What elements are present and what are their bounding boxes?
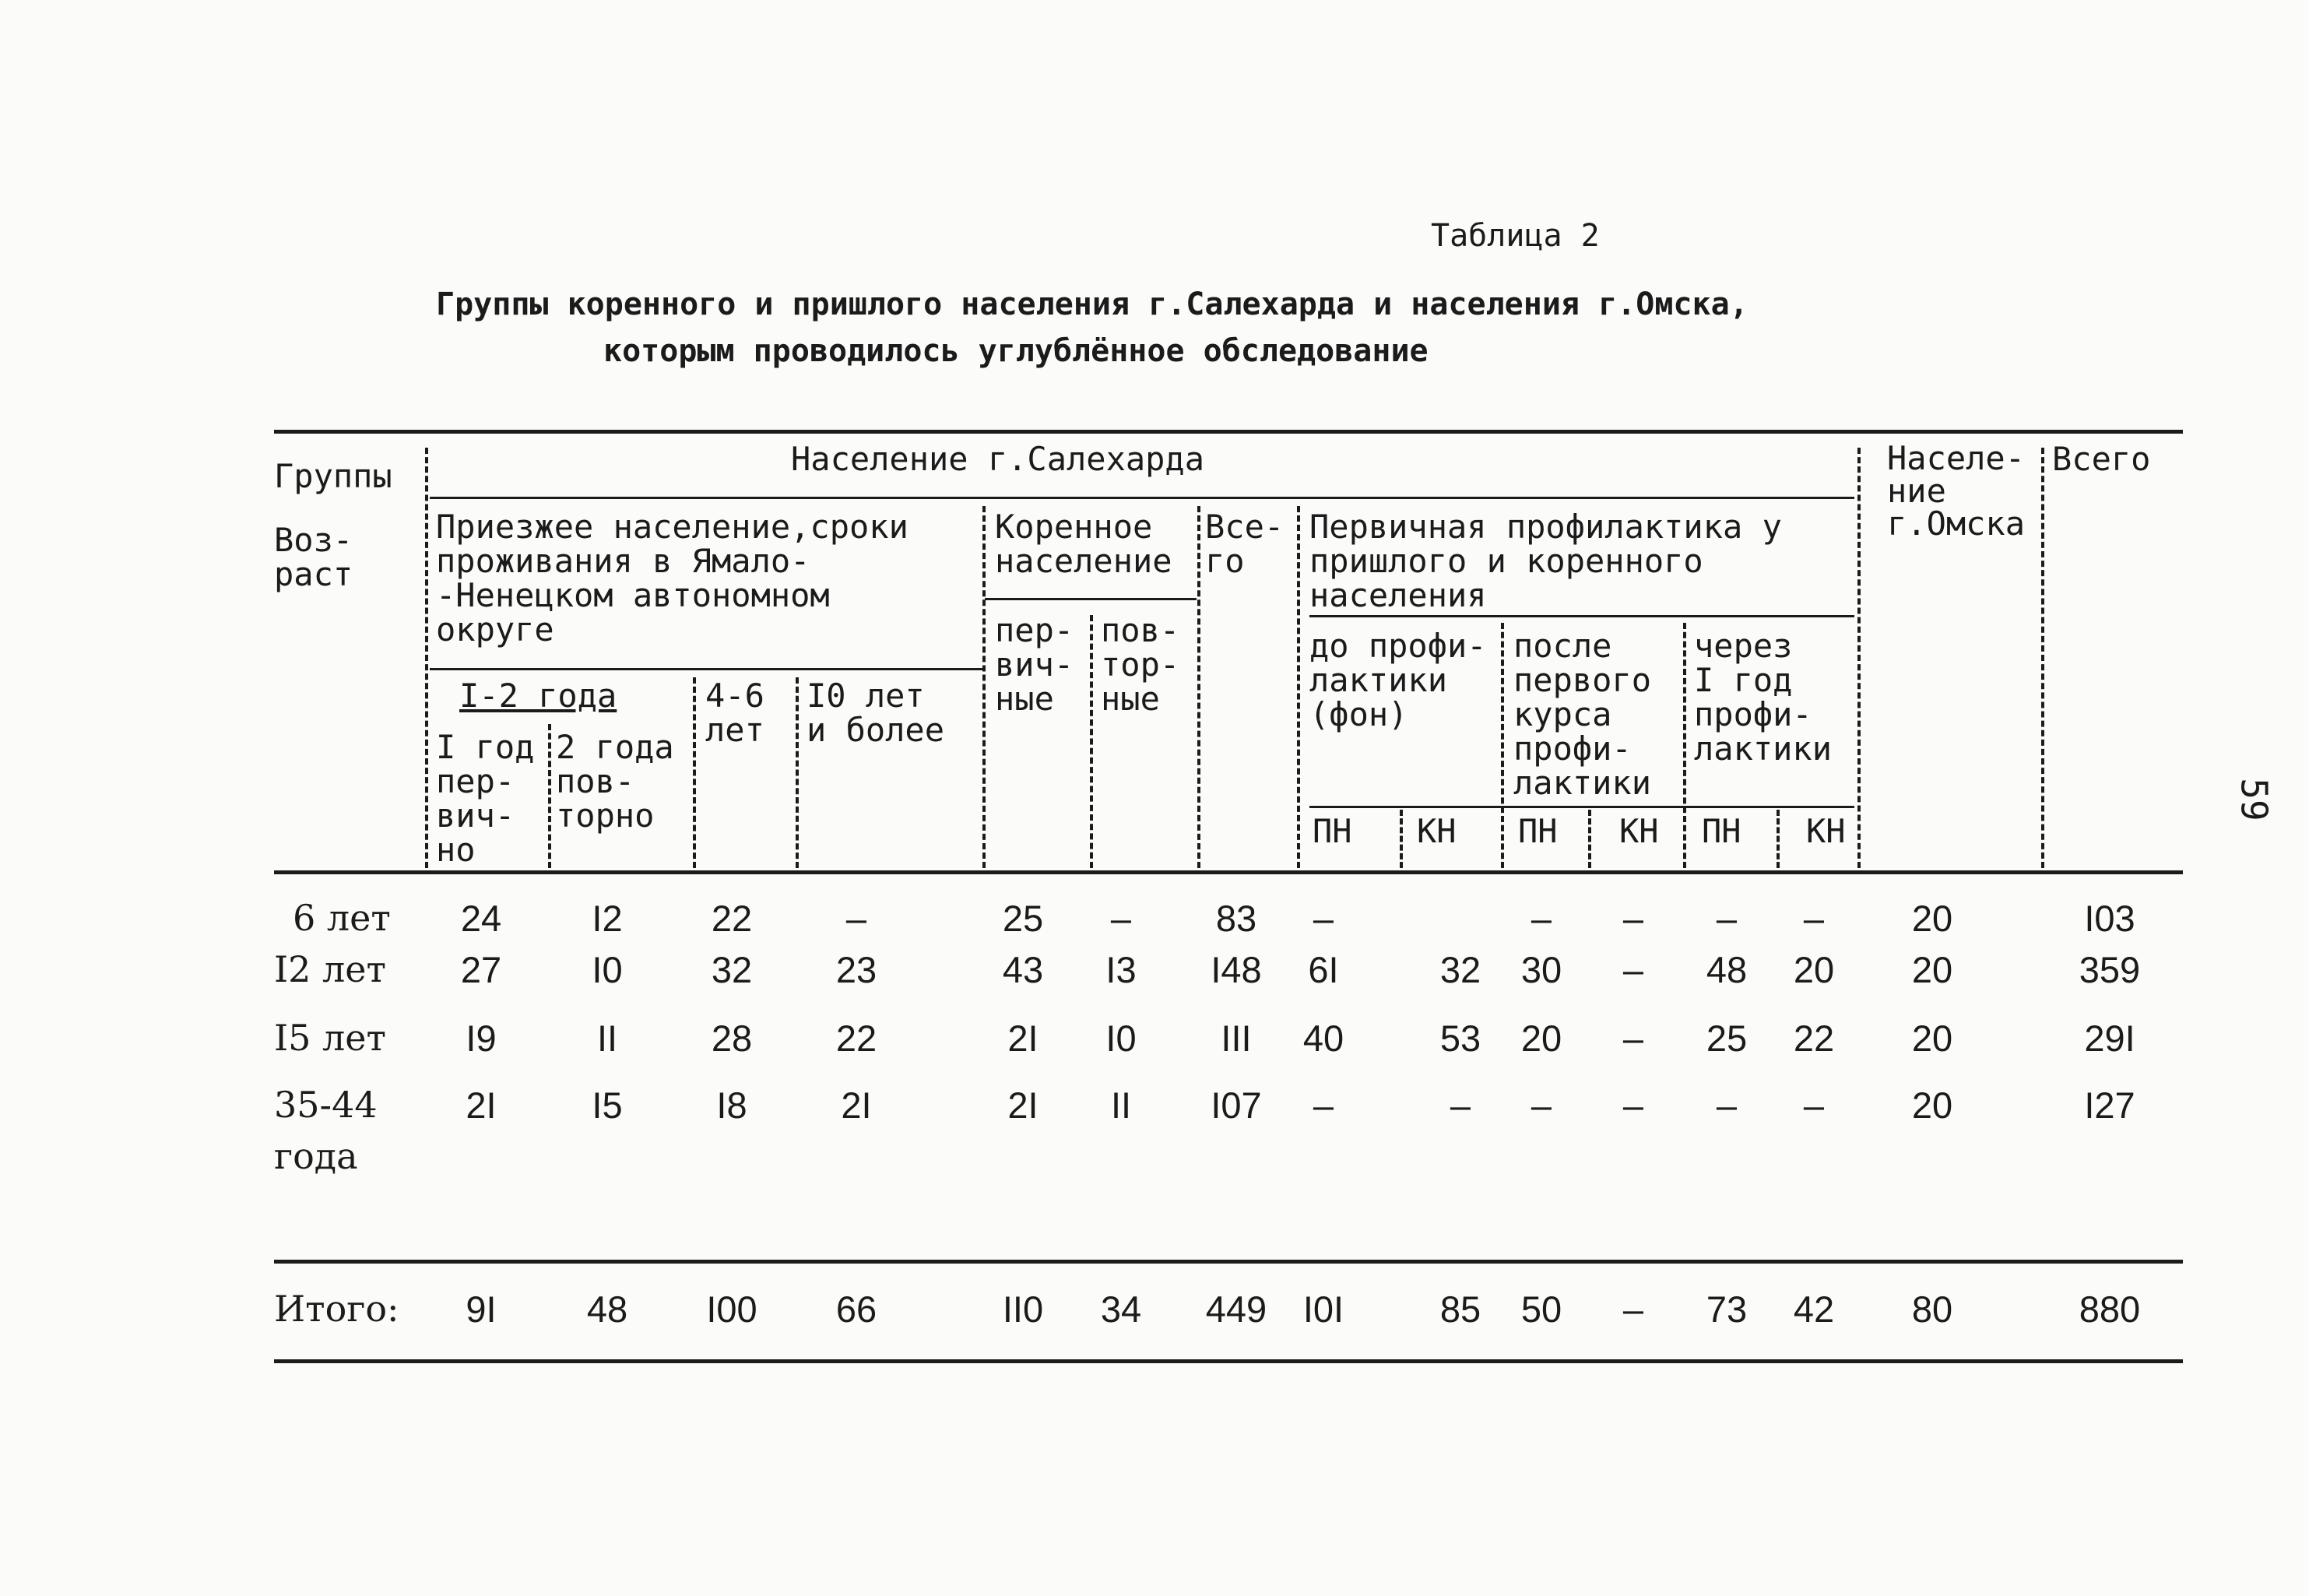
table-cell: – <box>1622 898 1644 939</box>
table-cell: 23 <box>835 949 877 990</box>
table-cell: 85 <box>1439 1288 1481 1330</box>
header-rule-newcomers <box>430 668 982 670</box>
page-number: 59 <box>2233 778 2276 821</box>
table-cell: I0 <box>1105 1018 1137 1059</box>
header-years-4-6: 4-6 лет <box>705 677 764 749</box>
table-caption: Таблица 2 <box>1431 218 1600 254</box>
table-cell: I00 <box>706 1288 757 1330</box>
table-cell: 66 <box>835 1288 877 1330</box>
table-cell: – <box>1313 1085 1334 1126</box>
table-cell: 50 <box>1520 1288 1562 1330</box>
table-cell: 32 <box>711 949 753 990</box>
table-cell: I2 <box>592 898 623 939</box>
table-cell: 359 <box>2079 949 2141 990</box>
header-kn: КН <box>1806 812 1846 850</box>
col-sep <box>1501 623 1504 868</box>
table-cell: 40 <box>1302 1018 1344 1059</box>
table-cell: 20 <box>1911 898 1953 939</box>
table-cell: 32 <box>1439 949 1481 990</box>
table-cell: I9 <box>466 1018 497 1059</box>
header-kn: КН <box>1619 812 1659 850</box>
table-cell: – <box>1313 898 1334 939</box>
header-years-1-2: I-2 года <box>459 677 617 715</box>
header-pn: ПН <box>1518 812 1558 850</box>
table-cell: 20 <box>1793 949 1835 990</box>
table-cell: 43 <box>1002 949 1044 990</box>
table-cell: 48 <box>586 1288 628 1330</box>
table-cell: – <box>1716 1085 1738 1126</box>
table-cell: 28 <box>711 1018 753 1059</box>
table-cell: 48 <box>1706 949 1748 990</box>
header-first-year-primary: I год пер- вич- но <box>436 728 535 869</box>
header-kn: КН <box>1417 812 1457 850</box>
table-cell: 22 <box>835 1018 877 1059</box>
table-cell: I0I <box>1302 1288 1344 1330</box>
header-native: Коренное население <box>995 508 1172 580</box>
table-cell: – <box>1716 898 1738 939</box>
totals-label: Итого: <box>274 1288 399 1330</box>
table-cell: 25 <box>1002 898 1044 939</box>
header-groups: Группы <box>274 457 392 495</box>
table-cell: 20 <box>1911 949 1953 990</box>
table-cell: – <box>1450 1085 1471 1126</box>
row-label: I2 лет <box>274 948 386 990</box>
table-cell: – <box>1622 949 1644 990</box>
header-pn: ПН <box>1313 812 1352 850</box>
table-cell: – <box>1803 1085 1825 1126</box>
table-cell: 20 <box>1911 1018 1953 1059</box>
row-label: 35-44 <box>274 1084 378 1126</box>
table-cell: 80 <box>1911 1288 1953 1330</box>
table-cell: II0 <box>1002 1288 1044 1330</box>
header-bottom-rule <box>274 870 2183 874</box>
table-cell: 2I <box>1007 1085 1039 1126</box>
header-rule-prophylaxis <box>1309 615 1854 617</box>
table-cell: I03 <box>2084 898 2135 939</box>
header-rule-pn-kn <box>1309 806 1854 808</box>
header-age: Воз- раст <box>274 521 353 593</box>
table-cell: 449 <box>1205 1288 1267 1330</box>
table-cell: – <box>1622 1288 1644 1330</box>
header-salekhard: Население г.Салехарда <box>791 440 1205 478</box>
header-years-10: I0 лет и более <box>807 677 945 749</box>
table-title-line2: которым проводилось углублённое обследование <box>603 333 1429 369</box>
col-sep <box>2041 448 2044 868</box>
table-cell: 2I <box>1007 1018 1039 1059</box>
header-rule-salekhard <box>430 497 1854 499</box>
table-cell: I48 <box>1211 949 1262 990</box>
col-sep <box>1857 448 1861 868</box>
header-native-primary: пер- вич- ные <box>995 611 1074 718</box>
header-sum: Все- го <box>1205 508 1285 580</box>
table-title-line1: Группы коренного и пришлого населения г.Салехарда и населения г.Омска, <box>436 287 1748 322</box>
table-cell: 53 <box>1439 1018 1481 1059</box>
header-rule-native <box>985 598 1197 600</box>
table-cell: 20 <box>1520 1018 1562 1059</box>
col-sep <box>1090 615 1093 868</box>
col-sep <box>1400 810 1403 868</box>
header-primary-prophylaxis: Первичная профилактика у пришлого и коренного населения <box>1309 508 1782 614</box>
table-cell: I27 <box>2084 1085 2135 1126</box>
table-cell: I0 <box>592 949 623 990</box>
table-cell: 880 <box>2079 1288 2141 1330</box>
header-before: до профи- лактики (фон) <box>1309 627 1487 733</box>
table-cell: I5 <box>592 1085 623 1126</box>
table-cell: I8 <box>716 1085 747 1126</box>
table-cell: – <box>1622 1018 1644 1059</box>
table-cell: – <box>1803 898 1825 939</box>
table-cell: 2I <box>466 1085 497 1126</box>
table-cell: – <box>1531 898 1552 939</box>
table-cell: I3 <box>1105 949 1137 990</box>
table-cell: 6I <box>1308 949 1339 990</box>
row-label: 6 лет <box>293 897 391 939</box>
col-sep <box>1297 506 1300 868</box>
table-cell: 29I <box>2084 1018 2135 1059</box>
table-cell: 20 <box>1911 1085 1953 1126</box>
col-sep <box>425 448 428 868</box>
table-cell: – <box>845 898 867 939</box>
header-native-repeat: пов- тор- ные <box>1101 611 1180 718</box>
header-after-year: через I год профи- лактики <box>1694 627 1833 768</box>
table-cell: I07 <box>1211 1085 1262 1126</box>
col-sep <box>982 506 986 868</box>
row-label: I5 лет <box>274 1017 386 1059</box>
table-cell: – <box>1531 1085 1552 1126</box>
col-sep <box>1197 506 1200 868</box>
totals-top-rule <box>274 1260 2183 1264</box>
col-sep <box>1777 810 1780 868</box>
header-pn: ПН <box>1702 812 1741 850</box>
table-top-rule <box>274 430 2183 434</box>
table-cell: 30 <box>1520 949 1562 990</box>
header-total: Всего <box>2052 440 2151 478</box>
header-omsk: Населе- ние г.Омска <box>1887 439 2026 543</box>
table-cell: II <box>596 1018 618 1059</box>
table-cell: 83 <box>1215 898 1257 939</box>
table-cell: 22 <box>711 898 753 939</box>
table-cell: 42 <box>1793 1288 1835 1330</box>
table-cell: 22 <box>1793 1018 1835 1059</box>
col-sep <box>796 677 799 868</box>
table-cell: III <box>1221 1018 1252 1059</box>
table-cell: 9I <box>466 1288 497 1330</box>
table-bottom-rule <box>274 1359 2183 1363</box>
table-cell: 25 <box>1706 1018 1748 1059</box>
header-after-first: после первого курса профи- лактики <box>1513 627 1652 802</box>
row-label-continued: года <box>274 1135 358 1177</box>
table-cell: 2I <box>841 1085 872 1126</box>
header-newcomers: Приезжее население,сроки проживания в Ямало- -Ненецком автономном округе <box>436 508 908 649</box>
table-cell: 24 <box>460 898 502 939</box>
col-sep <box>1588 810 1591 868</box>
table-cell: 27 <box>460 949 502 990</box>
header-second-year-repeat: 2 года пов- торно <box>556 728 674 835</box>
table-cell: – <box>1622 1085 1644 1126</box>
table-cell: 34 <box>1100 1288 1142 1330</box>
col-sep <box>693 677 696 868</box>
table-cell: – <box>1110 898 1132 939</box>
col-sep <box>548 724 551 868</box>
table-cell: 73 <box>1706 1288 1748 1330</box>
table-cell: II <box>1110 1085 1132 1126</box>
col-sep <box>1683 623 1686 868</box>
